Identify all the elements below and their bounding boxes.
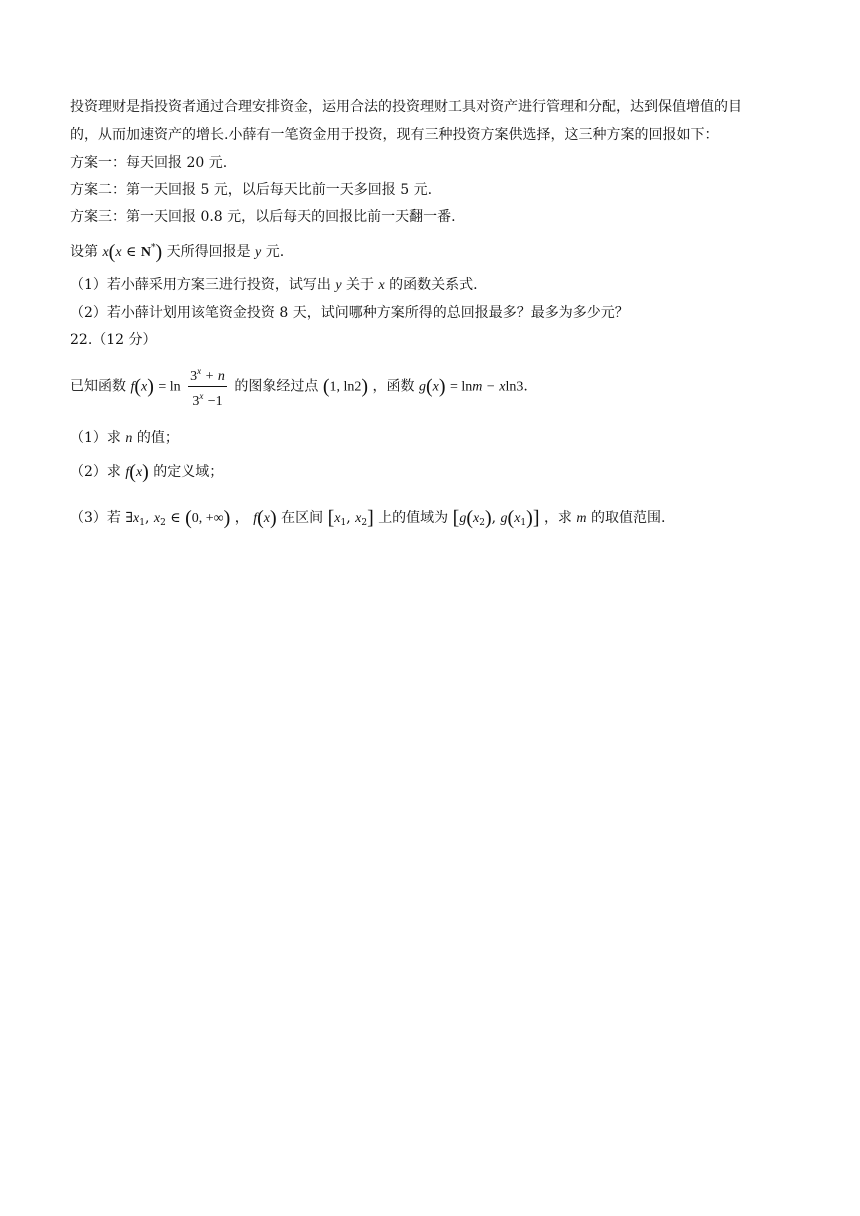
- q22-3-prefix: （3）若: [70, 510, 121, 526]
- q22-3-comma: ，: [234, 510, 249, 526]
- problem-22-given: 已知函数 f(x) = ln $\frac{3^x + n}{3^x -1}$ 的图象经过点 (1, ln2) ，函数 g(x) = lnm − xln3.: [70, 362, 528, 408]
- q21-1-prefix: （1）若小薛采用方案三进行投资，试写出: [70, 277, 331, 293]
- question-22-1: （1）求 n 的值；: [70, 430, 179, 446]
- q22-1-suffix: 的值；: [136, 430, 179, 446]
- problem-22-header: 22.（12 分）: [70, 332, 157, 348]
- q22-3-suffix: ，求: [543, 510, 572, 526]
- question-22-3: （3）若 $\exists x_1$, $x_2$ ∈ (0, +∞) ， f(x) 在区间 [$x_1$, $x_2$] 上的值域为 [$g(x_2)$, $g(x_1)$] ，求 m 的取值范围.: [70, 507, 666, 529]
- question-21-1: （1）若小薛采用方案三进行投资，试写出 y 关于 x 的函数关系式.: [70, 277, 478, 293]
- given-comma: ，函数: [372, 378, 415, 395]
- question-22-2: （2）求 f(x) 的定义域；: [70, 461, 224, 483]
- let-prefix: 设第: [70, 244, 98, 260]
- q22-1-prefix: （1）求: [70, 430, 121, 446]
- plan-three: 方案三：第一天回报 0.8 元，以后每天的回报比前一天翻一番.: [70, 209, 456, 225]
- q22-3-end: 的取值范围.: [590, 510, 666, 526]
- q22-2-prefix: （2）求: [70, 464, 121, 480]
- let-suffix: 天所得回报是: [166, 244, 251, 260]
- q22-3-mid2: 上的值域为: [378, 510, 449, 526]
- q22-2-suffix: 的定义域；: [153, 464, 224, 480]
- variable-definition: 设第 x(x ∈ N*) 天所得回报是 y 元.: [70, 241, 285, 263]
- q22-3-mid: 在区间: [281, 510, 324, 526]
- question-21-2: （2）若小薛计划用该笔资金投资 8 天，试问哪种方案所得的总回报最多？最多为多少元？: [70, 305, 629, 321]
- let-end: 元.: [265, 244, 285, 260]
- given-prefix: 已知函数: [70, 378, 126, 395]
- q21-1-suffix: 的函数关系式.: [389, 277, 478, 293]
- intro-line-2: 的，从而加速资产的增长.小薛有一笔资金用于投资，现有三种投资方案供选择，这三种方案的回报如下：: [70, 127, 719, 143]
- given-mid: 的图象经过点: [234, 378, 319, 395]
- plan-two: 方案二：第一天回报 5 元，以后每天比前一天多回报 5 元.: [70, 182, 433, 198]
- q21-1-mid: 关于: [346, 277, 375, 293]
- fraction: $\frac{3^x + n}{3^x -1}$: [188, 362, 227, 411]
- intro-line-1: 投资理财是指投资者通过合理安排资金，运用合法的投资理财工具对资产进行管理和分配，达到保值增值的目: [70, 99, 742, 115]
- plan-one: 方案一：每天回报 20 元.: [70, 155, 228, 171]
